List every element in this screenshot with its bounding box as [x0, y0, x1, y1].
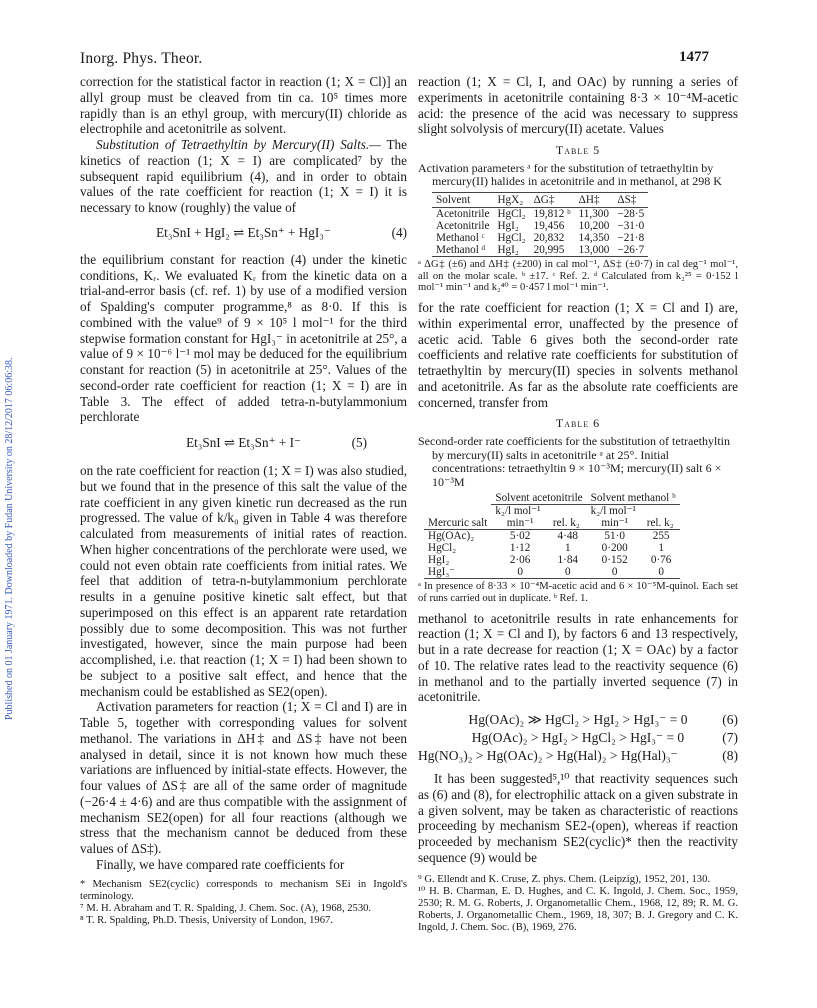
table-cell: 0 [658, 566, 664, 579]
page-number: 1477 [679, 49, 709, 65]
table-subheader-row [424, 505, 680, 518]
paragraph [80, 137, 407, 216]
table-cell: Acetonitrile [436, 219, 490, 232]
paragraph: Activation parameters for reaction (1; X = Cl and I) are in Table 5, together with corresponding values for solvent methanol. The variations in ΔH‡ and ΔS‡ have not been analysed in detail, since it is not known how much these variations are influenced by initial-state effects. However, the four values of ΔS‡ are all of the same order of magnitude (−26·4 ± 4·6) and are thus compatible with the assignment of mechanism SE2(open) for all four reactions (although we stress that the mechanism cannot be deduced from these values of ΔS‡). [80, 699, 407, 856]
table-row [432, 232, 648, 244]
column-header: ΔH‡ [575, 192, 614, 207]
table-cell: 0 [517, 566, 523, 579]
table-cell: 0 [611, 566, 618, 579]
table-cell: HgI₃⁻ [428, 566, 456, 579]
table-row [424, 554, 680, 566]
table-cell: 4·48 [557, 530, 579, 543]
table-5-description: Activation parameters ᵃ for the substitution of tetraethyltin by mercury(II) halides in acetonitrile and in methanol, at 298 K [418, 160, 722, 189]
paragraph: reaction (1; X = Cl, I, and OAc) by running a series of experiments in acetonitrile containing 8·3 × 10⁻⁴M-acetic acid: the presence of the acid was necessary to suppress slight solvolysis of mercury(II) acetate. Values [418, 74, 738, 137]
table-cell: −21·8 [617, 231, 645, 244]
paragraph: correction for the statistical factor in reaction (1; X = Cl)] an allyl group must be cleaved from tin ca. 10⁵ times more rapidly than is an ethyl group, with mercury(II) chloride as electrophile and acetonitrile as solvent. [80, 74, 407, 137]
table-row [432, 244, 648, 257]
table-cell: Acetonitrile [436, 207, 490, 220]
column-header: k₂/l mol⁻¹ [590, 505, 636, 518]
table-cell: Methanol ᶜ [436, 231, 485, 244]
table-row [432, 207, 648, 220]
sequence-8 [418, 747, 738, 765]
table-5 [432, 192, 648, 257]
footnote: ⁸ T. R. Spalding, Ph.D. Thesis, University of London, 1967. [80, 914, 333, 926]
right-column [418, 74, 738, 934]
paragraph-text: The kinetics of reaction (1; X = I) are complicated⁷ by the subsequent rapid equilibrium (4), and in order to obtain values of the rate coefficient for reaction (1; X = I) it is necessary to know (roughly) the value of [80, 137, 407, 215]
table-cell: 20,995 [533, 243, 565, 256]
table-cell: 1 [658, 542, 664, 555]
table-cell: 14,350 [578, 231, 610, 244]
table-cell: 20,832 [533, 231, 565, 244]
equation-number: (7) [722, 730, 738, 746]
column-header: k₂/l mol⁻¹ [495, 505, 541, 518]
table-cell: 0·152 [601, 554, 628, 567]
table-cell: 255 [652, 530, 670, 543]
footnote: ⁷ M. H. Abraham and T. R. Spalding, J. Chem. Soc. (A), 1968, 2530. [80, 902, 372, 914]
table-cell: HgCl₂ [428, 542, 457, 555]
table-6-caption: Table 6 [555, 416, 601, 431]
equation-number: (8) [722, 748, 738, 764]
table-cell: 10,200 [578, 219, 610, 232]
left-column [80, 74, 407, 927]
table-6 [424, 492, 680, 579]
journal-header: Inorg. Phys. Theor. [80, 50, 203, 67]
column-header: ΔG‡ [530, 192, 575, 207]
paragraph: the equilibrium constant for reaction (4) under the kinetic conditions, Kᵣ. We evaluated Kᵣ from the kinetic data on a trial-and-error basis (cf. ref. 1) by use of a modified version of Spalding's computer programme,⁸ as 8·0. If this is combined with the value⁹ of 9 × 10⁵ l mol⁻¹ for the third stepwise formation constant for HgI₃⁻ in acetonitrile at 25°, a value of 9 × 10⁻⁶ l⁻¹ mol may be deduced for the equilibrium constant for reaction (5) in acetonitrile at 25°. Values of the second-order rate coefficient for reaction (1; X = I) are in Table 3. The effect of added tetra-n-butylammonium perchlorate [80, 251, 407, 425]
reactivity-sequences [418, 711, 738, 765]
table-cell: HgCl₂ [497, 207, 526, 220]
equation-number: (4) [391, 224, 407, 240]
download-watermark: Published on 01 January 1971. Downloaded by Fudan University on 28/12/2017 06:06:38. [4, 357, 15, 720]
table-row [424, 530, 680, 543]
sequence-6 [418, 711, 738, 729]
table-cell: 1·12 [509, 542, 531, 555]
column-header: rel. k₂ [552, 517, 580, 530]
table-group-header-row [424, 492, 680, 505]
table-cell: 0·200 [601, 542, 628, 555]
table-row [424, 542, 680, 554]
table-cell: 5·02 [509, 530, 531, 543]
table-cell: 11,300 [578, 207, 609, 220]
column-header: rel. k₂ [646, 517, 674, 530]
column-group-header: Solvent methanol ᵇ [587, 492, 680, 505]
paragraph: methanol to acetonitrile results in rate enhancements for reaction (1; X = Cl and I), by factors 6 and 13 respectively, but in a rate decrease for reaction (1; X = OAc) by a factor of 10. The relative rates lead to the reactivity sequence (6) in methanol and to the partially inverted sequence (7) in acetonitrile. [418, 610, 738, 705]
column-header: Solvent [432, 192, 493, 207]
paragraph: for the rate coefficient for reaction (1; X = Cl and I) are, within experimental error, unaffected by the presence of acetic acid. Table 6 gives both the second-order rate coefficients and relative rate coefficients for substitution of tetraethyltin by mercury(II) species in solvents methanol and acetonitrile. As far as the absolute rate coefficients are concerned, transfer from [418, 300, 738, 410]
table-cell: HgI₂ [497, 219, 519, 232]
table-row [432, 220, 648, 232]
table-cell: HgCl₂ [497, 231, 526, 244]
equation-text: Et₃SnI + HgI₂ ⇌ Et₃Sn⁺ + HgI₃⁻ [156, 224, 331, 240]
table-cell: HgI₂ [428, 554, 450, 567]
equation-5 [80, 434, 407, 452]
table-header-row [424, 517, 680, 530]
table-cell: 1 [564, 542, 571, 555]
paragraph: on the rate coefficient for reaction (1; X = I) was also studied, but we found that in the presence of this salt the value of the rate coefficient in any given kinetic run decreased as the run progressed. The value of k/k₀ given in Table 4 was therefore calculated from measurements of initial rates of reaction. When higher concentrations of the perchlorate were used, we could not even obtain rate coefficients from initial rates. We feel that addition of tetra-n-butylammonium perchlorate results in a genuine positive kinetic salt effect, but that superimposed on this effect is an apparent rate retardation possibly due to some decomposition. This was not further investigated, however, since the main purpose had been accomplished, i.e. that reaction (1; X = I) had been shown to be subject to a positive salt effect, and hence that the mechanism could be established as SE2(open). [80, 463, 407, 699]
table-cell: HgI₂ [497, 243, 519, 256]
table-cell: 51·0 [604, 530, 625, 543]
footnotes [80, 879, 407, 927]
sequence-7 [418, 729, 738, 747]
table-6-notes: ᵃ In presence of 8·33 × 10⁻⁴M-acetic acid and 6 × 10⁻⁵M-quinol. Each set of runs carried out in duplicate. ᵇ Ref. 1. [418, 581, 738, 604]
column-header: ΔS‡ [613, 192, 648, 207]
table-row [424, 566, 680, 579]
table-5-caption: Table 5 [555, 143, 601, 157]
table-6-description: Second-order rate coefficients for the substitution of tetraethyltin by mercury(II) salts in acetonitrile ᵃ at 25°. Initial concentrations: tetraethyltin 9 × 10⁻³M; mercury(II) salt 6 × 10⁻³M [418, 434, 731, 489]
footnote: * Mechanism SE2(cyclic) corresponds to mechanism SEi in Ingold's terminology. [80, 878, 407, 902]
column-group-header: Solvent acetonitrile [491, 492, 586, 505]
table-cell: −26·7 [617, 243, 645, 256]
table-5-notes: ᵃ ΔG‡ (±6) and ΔH‡ (±200) in cal mol⁻¹, ΔS‡ (±0·7) in cal deg⁻¹ mol⁻¹, all on the molar scale. ᵇ ±17. ᶜ Ref. 2. ᵈ Calculated from k₂²⁵ = 0·152 l mol⁻¹ min⁻¹ and k₂⁴⁰ = 0·457 l mol⁻¹ min⁻¹. [418, 258, 738, 294]
equation-text: Et₃SnI ⇌ Et₃Sn⁺ + I⁻ [186, 435, 301, 450]
table-cell: 1·84 [557, 554, 579, 567]
table-cell: 0 [564, 566, 571, 579]
table-cell: −31·0 [617, 219, 645, 232]
sequence-text: Hg(OAc)₂ > HgI₂ > HgCl₂ > HgI₃⁻ = 0 [471, 730, 685, 746]
table-cell: −28·5 [617, 207, 645, 220]
table-cell: 2·06 [509, 554, 531, 567]
paragraph: It has been suggested⁵,¹⁰ that reactivity sequences such as (6) and (8), for electrophilic attack on a given substrate in a given solvent, may be taken as characteristic of reactions proceeding by mechanism SE2-(open), whereas if reaction proceeded by mechanism SE2(cyclic)* then the reactivity sequence (9) would be [418, 771, 738, 865]
equation-number: (5) [351, 435, 367, 450]
equation-number: (6) [722, 712, 738, 728]
table-cell: 0·76 [650, 554, 672, 567]
column-header: Mercuric salt [428, 517, 488, 530]
footnote: ¹⁰ H. B. Charman, E. D. Hughes, and C. K. Ingold, J. Chem. Soc., 1959, 2530; R. M. G. Roberts, J. Organometallic Chem., 1968, 12, 89; R. M. G. Roberts, J. Organometallic Chem., 1969, 18, 307; B. J. Gregory and C. K. Ingold, J. Chem. Soc. (B), 1969, 276. [418, 885, 738, 933]
table-cell: 19,812 ᵇ [533, 207, 571, 220]
column-header: min⁻¹ [601, 517, 629, 530]
footnote: ⁹ G. Ellendt and K. Cruse, Z. phys. Chem. (Leipzig), 1952, 201, 130. [418, 873, 711, 885]
footnotes [418, 874, 738, 934]
table-cell: 19,456 [533, 219, 565, 232]
sequence-text: Hg(OAc)₂ ≫ HgCl₂ > HgI₂ > HgI₃⁻ = 0 [468, 712, 688, 728]
equation-4 [80, 224, 407, 242]
column-header: HgX₂ [493, 192, 529, 207]
paragraph: Finally, we have compared rate coefficients for [96, 856, 345, 872]
table-header-row [432, 192, 648, 207]
section-heading: Substitution of Tetraethyltin by Mercury(II) Salts.— [96, 137, 381, 152]
table-cell: 13,000 [578, 243, 610, 256]
sequence-text: Hg(NO₃)₂ > Hg(OAc)₂ > Hg(Hal)₂ > Hg(Hal)₃⁻ [418, 748, 678, 764]
column-header: min⁻¹ [506, 517, 534, 530]
table-cell: Hg(OAc)₂ [428, 530, 475, 543]
table-cell: Methanol ᵈ [436, 243, 486, 256]
